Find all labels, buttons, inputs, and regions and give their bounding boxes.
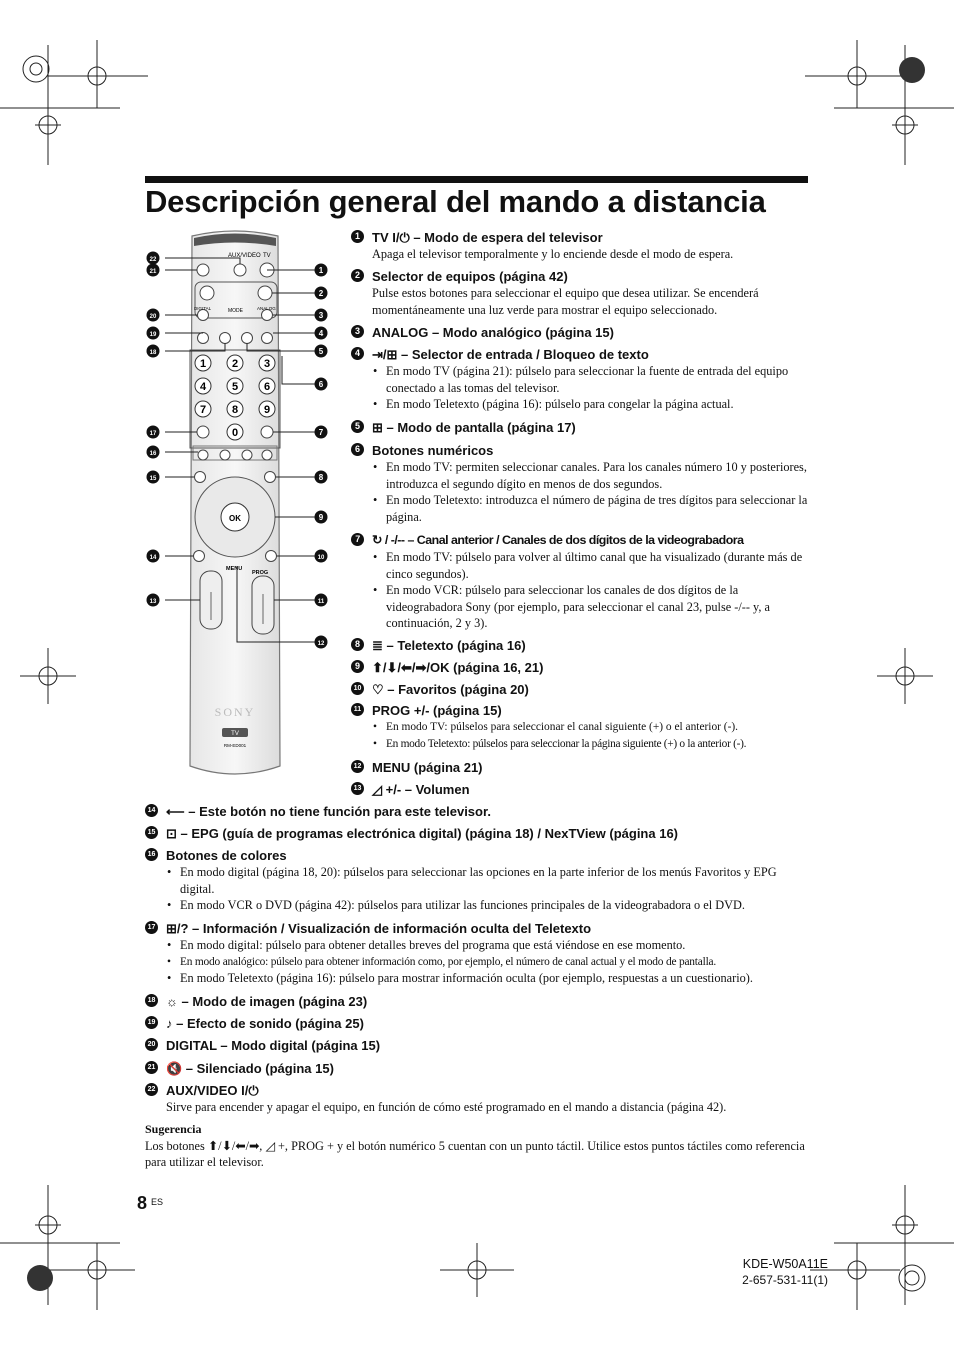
item-11: 11 PROG +/- (página 15) • En modo TV: púlselos para seleccionar el canal siguiente (+) o el anterior (-). • En modo Teletexto: púlselos para seleccionar la página siguiente (+) o la anterior (-). [351,702,813,752]
item-19: 19 ♪ – Efecto de sonido (página 25) [145,1015,813,1032]
callout-6: 6 [318,380,324,389]
callout-17: 17 [149,431,157,437]
prog-label: PROG [252,570,269,576]
title-rule [145,176,808,183]
item-15: 15 ⊡ – EPG (guía de programas electrónica digital) (página 18) / NexTView (página 16) [145,825,813,842]
callout-5: 5 [318,347,324,356]
page-number: 8 [137,1193,148,1213]
item-7: 7 ↻ / -/-- – Canal anterior / Canales de dos dígitos de la videograbadora • En modo TV: púlselo para volver al último canal que ha visualizado (durante más de cinco segundos). • En modo VCR: púlselo para seleccionar los canales de dos dígitos de la videograbadora Sony (por ejemplo, para seleccionar el canal 23, pulse -/-- y, a continuación, 2 y 3). [351,532,813,632]
item-12: 12 MENU (página 21) [351,759,813,776]
key-8: 8 [231,404,239,416]
callout-3: 3 [318,311,324,320]
item-20: 20 DIGITAL – Modo digital (página 15) [145,1037,813,1054]
aux-video-label: AUX/VIDEO [228,253,261,259]
key-1: 1 [199,358,207,370]
callout-13: 13 [149,599,157,605]
page-language: ES [151,1197,164,1207]
callout-11: 11 [317,599,325,605]
callout-22: 22 [149,257,157,263]
item-2: 2 Selector de equipos (página 42) Pulse estos botones para seleccionar el equipo que desea utilizar. Se encenderá momentáneamente una luz verde para mostrar el equipo seleccionado. [351,268,813,318]
remote-model-code: RM-ED001 [223,743,247,748]
key-4: 4 [199,381,207,393]
item-5: 5 ⊞ – Modo de pantalla (página 17) [351,419,813,436]
item-21: 21 🔇 – Silenciado (página 15) [145,1060,813,1077]
item-3: 3 ANALOG – Modo analógico (página 15) [351,324,813,341]
item-8: 8 ≣ – Teletexto (página 16) [351,637,813,654]
item-16: 16 Botones de colores • En modo digital (página 18, 20): púlselos para seleccionar las opciones en la parte inferior de los menús Favoritos y EPG digital. • En modo VCR o DVD (página 42): púlselos para utilizar las funciones principales de la videograbadora o el DVD. [145,847,813,914]
item-1: 1 TV I/⏻ – Modo de espera del televisor Apaga el televisor temporalmente y lo enciende desde el modo de espera. [351,229,813,263]
remote-control-illustration [140,226,340,786]
key-6: 6 [263,381,271,393]
tip-title: Sugerencia [145,1122,202,1136]
key-9: 9 [263,404,271,416]
callout-14: 14 [149,555,157,561]
model-number: KDE-W50A11E [742,1257,828,1271]
mode-label: MODE [228,308,243,314]
key-2: 2 [231,358,239,370]
ok-label: OK [229,514,241,523]
digital-label: DIGITAL [194,306,212,311]
tip-body: Los botones ⬆/⬇/⬅/➡, ◿ +, PROG + y el botón numérico 5 cuentan con un punto táctil. Utilice estos puntos táctiles como referencia para utilizar el televisor. [145,1139,805,1169]
callout-7: 7 [318,428,324,437]
callout-18: 18 [149,350,157,356]
menu-label: MENU [226,566,243,572]
tv-power-label: TV [263,253,271,259]
tv-badge: TV [231,731,239,737]
item-17: 17 ⊞/? – Información / Visualización de información oculta del Teletexto • En modo digital: púlselo para obtener detalles breves del programa que está viéndose en ese momento. • En modo analógico: púlselo para obtener información como, por ejemplo, el número de canal actual y el modo de pantalla. • En modo Teletexto (página 16): púlselo para mostrar información oculta (por ejemplo, respuestas a un cuestionario). [145,920,813,987]
analog-label: ANALOG [257,306,276,311]
key-7: 7 [199,404,207,416]
item-6: 6 Botones numéricos • En modo TV: permiten seleccionar canales. Para los canales número 10 y posteriores, introduzca el segundo dígito en menos de dos segundos. • En modo Teletexto: introduzca el número de página de tres dígitos para seleccionar la página. [351,442,813,525]
item-4: 4 ⇥/⊞ – Selector de entrada / Bloqueo de texto • En modo TV (página 21): púlselo para seleccionar la fuente de entrada del equipo conectado a las tomas del televisor. • En modo Teletexto (página 16): púlselo para congelar la página actual. [351,346,813,413]
item-10: 10 ♡ – Favoritos (página 20) [351,681,813,698]
item-13: 13 ◿ +/- – Volumen [351,781,813,798]
callout-21: 21 [149,269,157,275]
callout-10: 10 [317,555,325,561]
callout-2: 2 [318,289,324,298]
document-code: 2-657-531-11(1) [742,1273,828,1287]
callout-4: 4 [318,329,324,338]
callout-12: 12 [317,641,325,647]
item-14: 14 ⟵ – Este botón no tiene función para este televisor. [145,803,813,820]
callout-19: 19 [149,332,157,338]
item-9: 9 ⬆/⬇/⬅/➡/OK (página 16, 21) [351,659,813,676]
key-0: 0 [231,427,239,439]
item-22: 22 AUX/VIDEO I/⏻ Sirve para encender y apagar el equipo, en función de cómo esté programado en el mando a distancia (página 42). [145,1082,813,1116]
callout-8: 8 [318,473,324,482]
callout-9: 9 [318,513,324,522]
callout-16: 16 [149,451,157,457]
brand-logo: SONY [214,705,256,719]
page-title: Descripción general del mando a distancia [145,184,766,219]
item-18: 18 ☼ – Modo de imagen (página 23) [145,993,813,1010]
callout-20: 20 [149,314,157,320]
key-5: 5 [231,381,239,393]
callout-15: 15 [149,476,157,482]
callout-1: 1 [318,266,324,275]
key-3: 3 [263,358,271,370]
